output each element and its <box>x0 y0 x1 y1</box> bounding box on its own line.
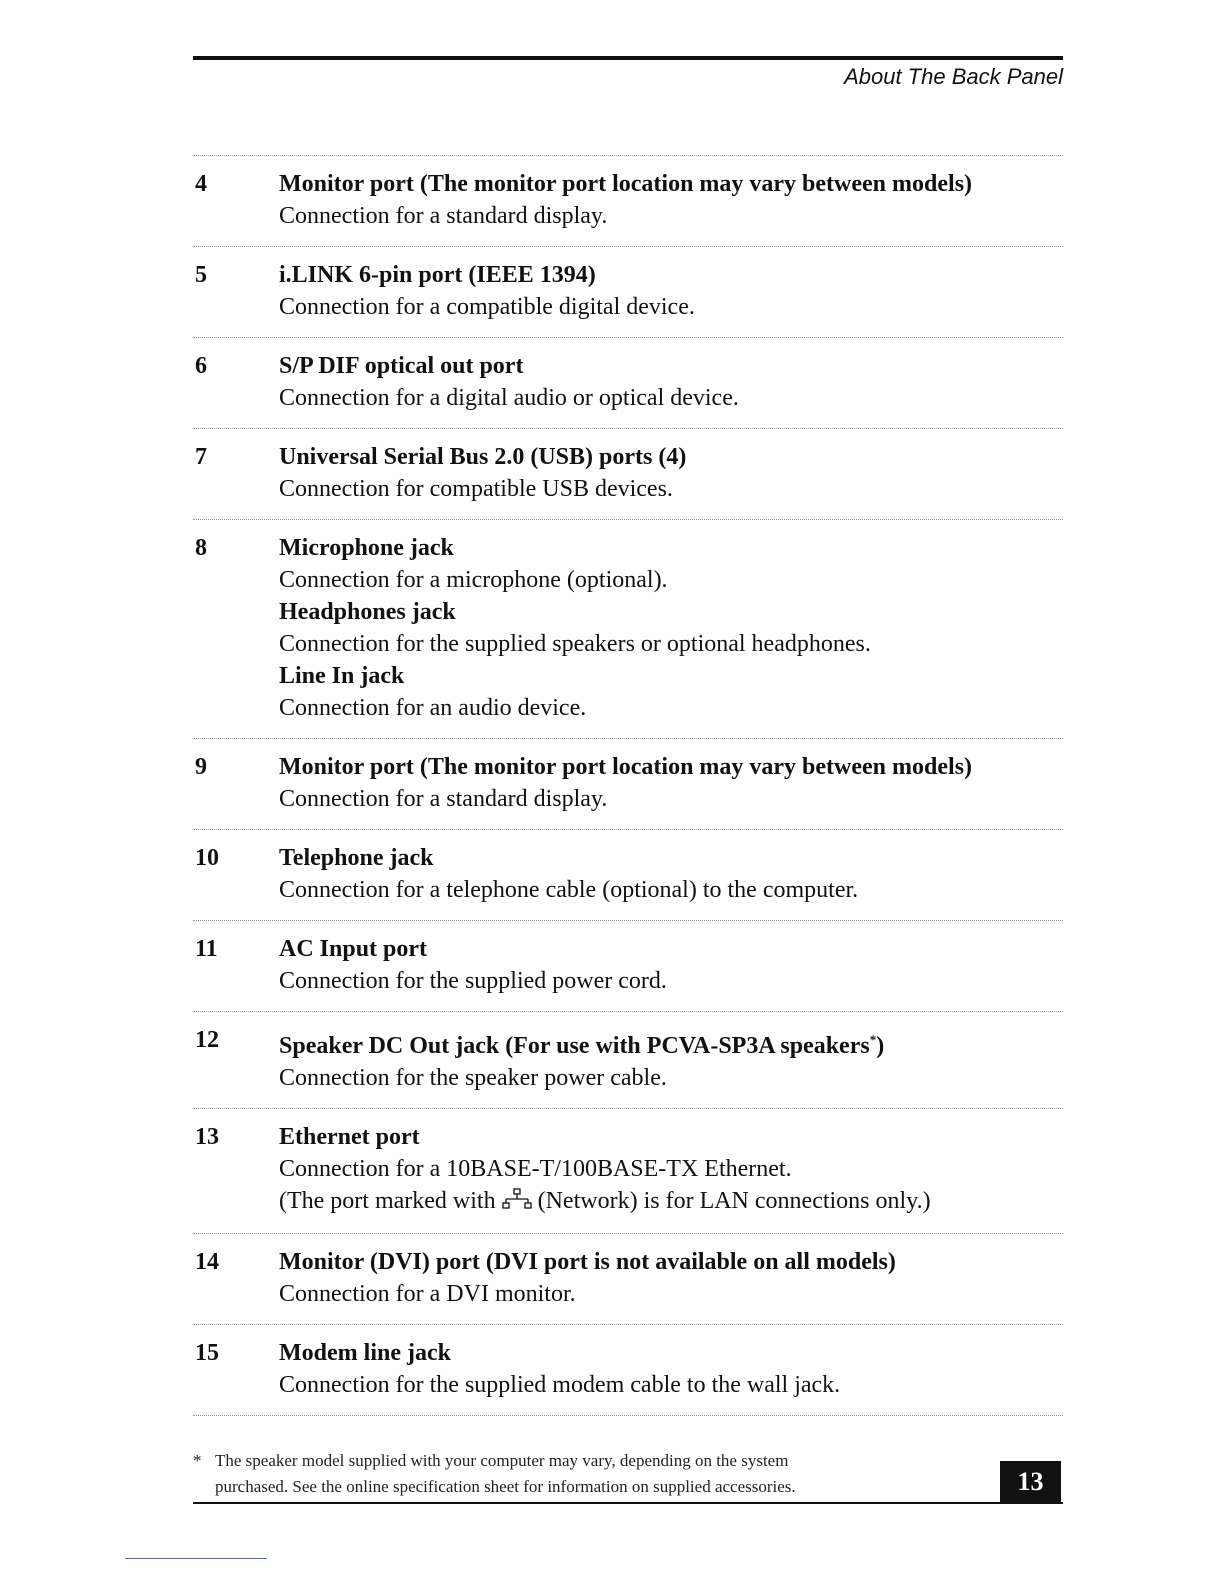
list-item <box>193 337 1063 428</box>
item-title: Speaker DC Out jack (For use with PCVA-SP3A speakers*) <box>279 1032 885 1059</box>
item-number: 13 <box>195 1124 219 1150</box>
item-title: Telephone jack <box>279 845 434 871</box>
item-number: 12 <box>195 1027 219 1053</box>
item-description: Connection for the supplied power cord. <box>279 968 667 994</box>
list-item <box>193 920 1063 1011</box>
item-description: Connection for a compatible digital device. <box>279 294 695 320</box>
list-item <box>193 1108 1063 1233</box>
item-title: Headphones jack <box>279 599 456 625</box>
item-description: Connection for the supplied speakers or optional headphones. <box>279 631 871 657</box>
divider <box>193 1415 1063 1416</box>
item-number: 9 <box>195 754 207 780</box>
footnote <box>193 1448 953 1500</box>
item-title: AC Input port <box>279 936 428 962</box>
footnote-line-1: The speaker model supplied with your computer may vary, depending on the system <box>215 1451 789 1470</box>
item-title: Ethernet port <box>279 1124 420 1150</box>
item-title: Monitor (DVI) port (DVI port is not available on all models) <box>279 1249 896 1275</box>
item-number: 15 <box>195 1340 219 1366</box>
item-title: Universal Serial Bus 2.0 (USB) ports (4) <box>279 444 687 470</box>
item-number: 11 <box>195 936 218 962</box>
item-description: Connection for a 10BASE-T/100BASE-TX Ethernet. <box>279 1156 792 1182</box>
item-title: Line In jack <box>279 663 405 689</box>
item-title: Monitor port (The monitor port location may vary between models) <box>279 754 973 780</box>
list-item <box>193 1324 1063 1415</box>
header-rule <box>193 56 1063 60</box>
item-title: Microphone jack <box>279 535 454 561</box>
item-description: Connection for the speaker power cable. <box>279 1065 667 1091</box>
list-item <box>193 738 1063 829</box>
running-head: About The Back Panel <box>844 64 1063 89</box>
item-description: Connection for a digital audio or optical device. <box>279 385 739 411</box>
footnote-marker: * <box>193 1451 202 1470</box>
network-icon <box>502 1187 532 1219</box>
item-number: 7 <box>195 444 207 470</box>
item-description: Connection for compatible USB devices. <box>279 476 673 502</box>
list-item <box>193 1011 1063 1108</box>
footnote-line-2: purchased. See the online specification sheet for information on supplied accessories. <box>215 1477 796 1496</box>
footer-rule <box>193 1502 1063 1504</box>
item-description: Connection for a microphone (optional). <box>279 567 668 593</box>
item-title: S/P DIF optical out port <box>279 353 524 379</box>
link-underline <box>125 1558 267 1559</box>
item-title: Modem line jack <box>279 1340 451 1366</box>
item-number: 4 <box>195 171 207 197</box>
item-description: Connection for a telephone cable (optional) to the computer. <box>279 877 859 903</box>
item-description: Connection for a DVI monitor. <box>279 1281 576 1307</box>
item-number: 10 <box>195 845 219 871</box>
item-title: Monitor port (The monitor port location may vary between models) <box>279 171 973 197</box>
footnote-marker: * <box>869 1032 877 1047</box>
list-item <box>193 519 1063 738</box>
page-number-badge: 13 <box>1000 1461 1061 1503</box>
list-item <box>193 829 1063 920</box>
item-title: i.LINK 6-pin port (IEEE 1394) <box>279 262 596 288</box>
list-item <box>193 246 1063 337</box>
item-description: Connection for the supplied modem cable to the wall jack. <box>279 1372 841 1398</box>
port-list <box>193 155 1063 1416</box>
list-item <box>193 1233 1063 1324</box>
item-description: Connection for an audio device. <box>279 695 587 721</box>
item-description-note: (The port marked with (Network) is for LAN connections only.) <box>279 1185 1063 1219</box>
list-item <box>193 155 1063 246</box>
item-description: Connection for a standard display. <box>279 786 608 812</box>
item-description: Connection for a standard display. <box>279 203 608 229</box>
list-item <box>193 428 1063 519</box>
item-number: 8 <box>195 535 207 561</box>
item-number: 5 <box>195 262 207 288</box>
item-number: 14 <box>195 1249 219 1275</box>
item-number: 6 <box>195 353 207 379</box>
